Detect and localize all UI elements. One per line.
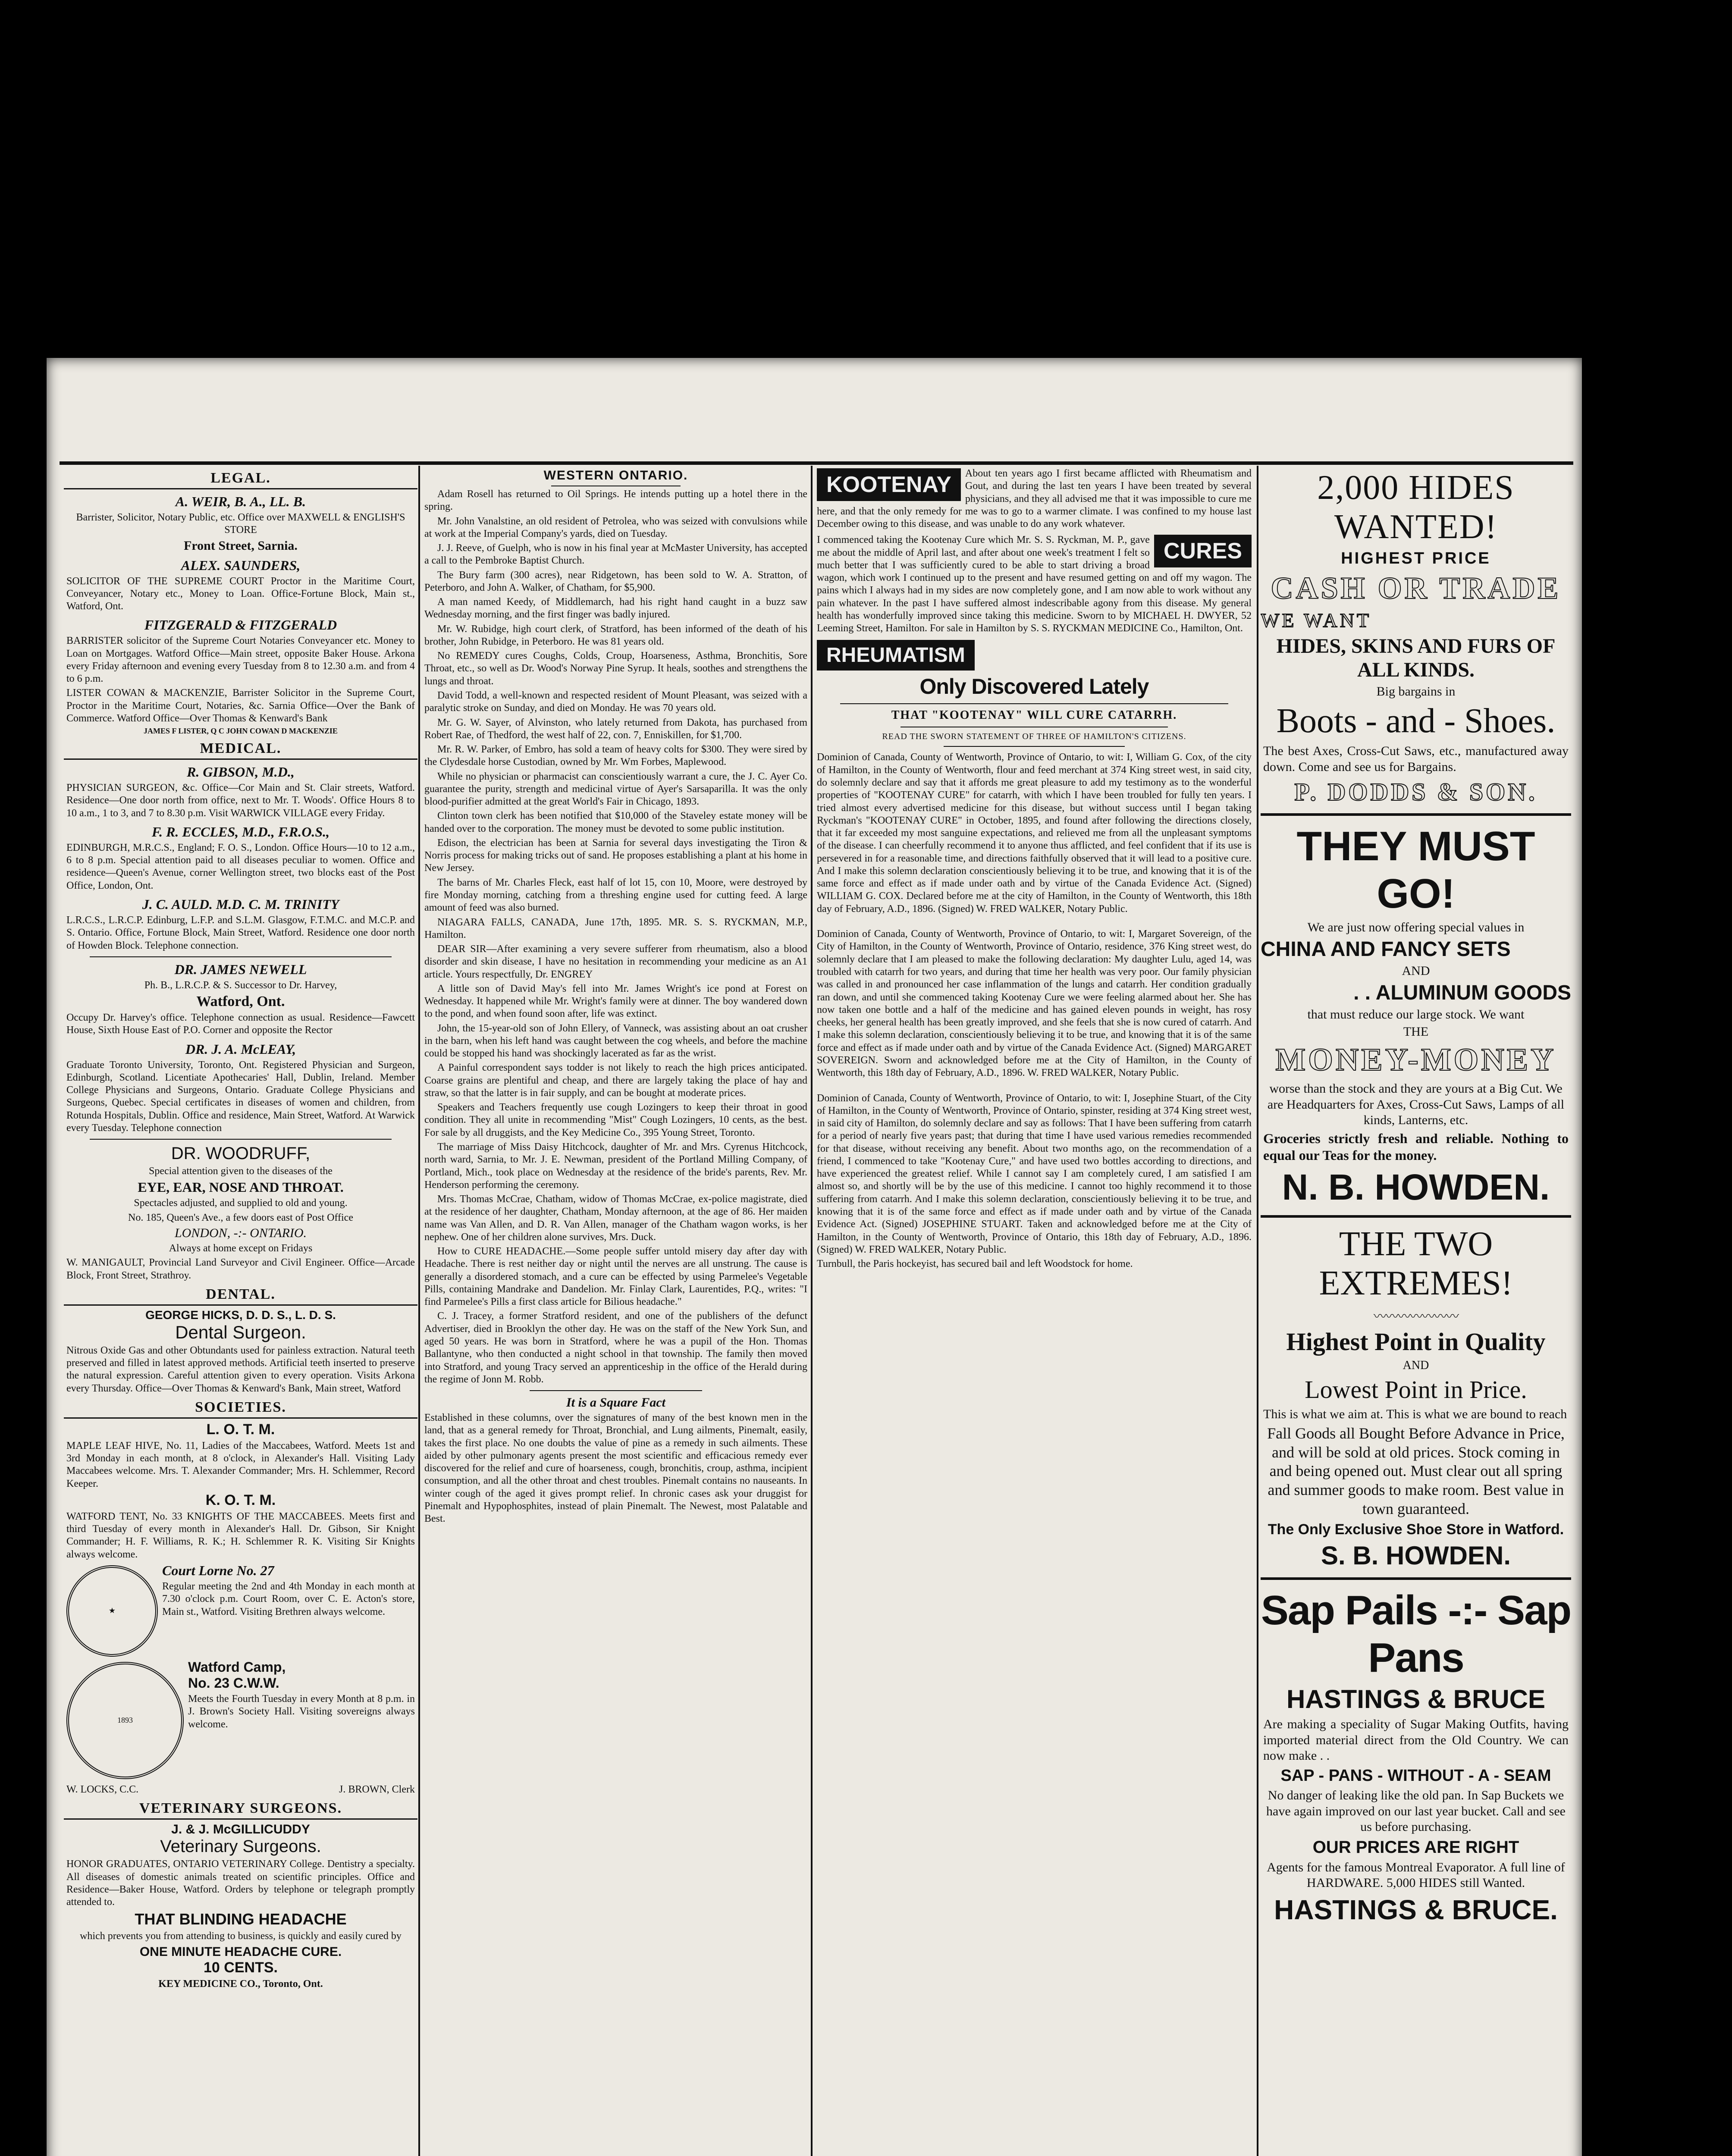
hides-wanted-heading: 2,000 HIDES WANTED!: [1317, 469, 1515, 546]
auld-name: J. C. AULD. M.D. C. M. TRINITY: [142, 896, 339, 912]
news-item: Mr. John Vanalstine, an old resident of Petrolea, who was seized with convulsions while at work at the Imperial Company's yards, died on Tuesday.: [424, 515, 807, 539]
news-item: DEAR SIR—After examining a very severe sufferer from rheumatism, also a blood disorder and skin disease, I have no hesitation in recommending your medicine as an A1 article. Yours respectfully, Dr. ENGREY: [424, 943, 807, 980]
woodruff-name: DR. WOODRUFF,: [171, 1144, 311, 1163]
vet-text: HONOR GRADUATES, ONTARIO VETERINARY College. Dentistry a specialty. All diseases of domestic animals treated on scientific principles. Office and Residence—Baker House, Watford. Orders by telephone or telegraph promptly attended to.: [66, 1858, 415, 1908]
woodruff-line2: EYE, EAR, NOSE AND THROAT.: [138, 1179, 344, 1195]
news-item: Edison, the electrician has been at Sarnia for several days investigating the Tiron & Norris process for making tricks out of sand. He proposes establishing a plant at his home in New Jersey.: [424, 837, 807, 874]
news-item: How to CURE HEADACHE.—Some people suffer untold misery day after day with Headache. There is rest neither day or night until the nerves are all unstrung. The cause is generally a disordered stomach, and a cure can be effected by using Parmelee's Vegetable Pills, containing Mandrake and Dandelion. Mr. Finlay Clark, Laurentides, P.Q., writes: "I find Parmelee's Pills a first class article for Bilious headache.": [424, 1246, 807, 1308]
woodruff-line5: Always at home except on Fridays: [169, 1242, 313, 1254]
vet-title: Veterinary Surgeons.: [160, 1837, 321, 1856]
hides-skins-furs: HIDES, SKINS AND FURS OF ALL KINDS.: [1276, 635, 1556, 681]
column-kootenay: [814, 466, 1254, 2156]
sb-howden: S. B. HOWDEN.: [1321, 1541, 1511, 1570]
cash-or-trade: CASH OR TRADE: [1271, 571, 1561, 605]
and-text-2: AND: [1403, 1359, 1429, 1373]
highest-price: HIGHEST PRICE: [1341, 549, 1491, 567]
square-fact-text: Established in these columns, over the signatures of many of the best known men in the land, that as a general remedy for Throat, Bronchial, and Lung ailments, Pinemalt, easily, takes the first place. No one doubts the value of pine as a remedy in such ailments. These aided by other pulmonary agents present the most scientific and efficacious remedy ever discovered for the relief and cure of hoarseness, cough, bronchitis, croup, asthma, incipient consumption, and all the other throat and chest troubles. Pinemalt contains no nauseants. In winter cough of the aged it gives prompt relief. In chronic cases ask your druggist for Pinemalt and Hypophosphites, instead of plain Pinemalt. The Newest, most Palatable and Best.: [424, 1412, 807, 1525]
top-rule: [60, 461, 1573, 465]
camp-sign-commander: W. LOCKS, C.C.: [66, 1783, 139, 1795]
dodds-and-son: P. DODDS & SON.: [1294, 778, 1537, 806]
dental-heading: DENTAL.: [64, 1285, 417, 1306]
news-item: C. J. Tracey, a former Stratford resident, and one of the publishers of the defunct Advertiser, died in Brooklyn the other day. He was on the staff of the New York Sun, and aged 50 years. He was born in Stratford, where he was a pupil of the Hon. Thomas Ballantyne, who then conducted a night school in that township. The family then moved into Stratford, and young Tracy served an apprenticeship in the office of the Herald during the regime of Jonn M. Robb.: [424, 1310, 807, 1385]
news-item: Mr. R. W. Parker, of Embro, has sold a team of heavy colts for $300. They were sired by the Clydesdale horse Custodian, owned by Mr. Wm Forbes, Maplewood.: [424, 744, 807, 768]
money-money: MONEY-MONEY: [1275, 1042, 1556, 1078]
column-rule-1: [418, 466, 420, 2156]
sap-pans-line: SAP - PANS - WITHOUT - A - SEAM: [1280, 1766, 1551, 1785]
column-rule-3: [1257, 466, 1258, 2156]
newell-sub: Ph. B., L.R.C.P. & S. Successor to Dr. Harvey,: [144, 979, 337, 991]
aluminum-goods: . . ALUMINUM GOODS: [1353, 981, 1571, 1005]
news-item: Clinton town clerk has been notified that $10,000 of the Staveley estate money will be handed over to the corporation. The money must be devoted to some public institution.: [424, 810, 807, 834]
film-border-top: [0, 0, 1732, 328]
camp-text: Meets the Fourth Tuesday in every Month at 8 p.m. in J. Brown's Society Hall. Visiting sovereigns always welcome.: [188, 1693, 415, 1730]
nb-howden: N. B. HOWDEN.: [1282, 1167, 1550, 1208]
news-item: John, the 15-year-old son of John Ellery, of Vanneck, was assisting about an oat crusher in the barn, when his left hand was caught between the cog wheels, and before the machine could be stopped his hand was shockingly lacerated as far as the wrist.: [424, 1022, 807, 1059]
column-rule-2: [811, 466, 813, 2156]
news-item: NIAGARA FALLS, CANADA, June 17th, 1895. MR. S. S. RYCKMAN, M.P., Hamilton.: [424, 916, 807, 940]
worse-text: worse than the stock and they are yours at a Big Cut. We are Headquarters for Axes, Cross-Cut Saws, Lamps of all kinds, Lanterns, etc.: [1267, 1081, 1565, 1128]
kotm-heading: K. O. T. M.: [205, 1492, 276, 1508]
newspaper-page: [47, 358, 1582, 2156]
societies-heading: SOCIETIES.: [64, 1398, 417, 1419]
kootenay-logo: KOOTENAY: [817, 468, 961, 501]
column-advertisements: [1261, 466, 1571, 2156]
sworn-statements: Dominion of Canada, County of Wentworth, Province of Ontario, to wit: I, William G. Cox, of the city of Hamilton, in the County of Wentworth, flour and feed merchant at 374 King street west, in said city, do solemnly declare and say that it affords me great pleasure to add my testimony as to the wonderful properties of "KOOTENAY CURE" for catarrh, with which I have been troubled for fully ten years. I tried almost every advertised medicine for this disease, but without success until I began taking Ryckman's "KOOTENAY CURE" in October, 1895, and found after following the directions closely, that it far exceeded my most sanguine expectations, and relieved me from all the unpleasant symptoms of the disease. I can cheerfully recommend it to anyone thus afflicted, and feel confident that if its use is persevered in for a reasonable time, and directions faithfully observed that it will lead to a positive cure. And I make this solemn declaration conscientiously believing it to be true, and knowing that it is of the same force and effect as if made under oath and by virtue of the Canada Evidence Act. (Signed) WILLIAM G. COX. Declared before me at the city of Hamilton, in the County of Wentworth, this 18th day of February, A.D., 1896. (Signed) W. FRED WALKER, Notary Public. Dominion of Canada, County of Wentworth, Province of Ontario, to wit: I, Margaret Sovereign, of the City of Hamilton, in the County of Wentworth, Province of Ontario, residence, 376 King street west, do solemnly declare that I am pleased to make the following declaration: My daughter Lulu, aged 14, was troubled with catarrh for two years, and during that time her health was very poor. Our family physician was called in and pronounced her case inflammation of the lungs and catarrh. Her condition gradually ran down, and until she commenced taking Kootenay Cure we were feeling alarmed about her. She has now taken one bottle and a half of the medicine and has gained eleven pounds in weight, has rosy cheeks, her general health has been greatly improved, and she feels that she is now cured of catarrh. And I make this solemn declaration, conscientiously believing it to be true, and knowing that it is of the same force and effect as if made under oath and by virtue of the Canada Evidence Act. (Signed) MARGARET SOVEREIGN. Sworn and acknowledged before me at the City of Hamilton, in the County of Wentworth, this 18th day of February, A.D., 1896. W. FRED WALKER, Notary Public. Dominion of Canada, County of Wentworth, Province of Ontario, to wit: I, Josephine Stuart, of the City of Hamilton, in the County of Wentworth, Province of Ontario, spinster, residing at 374 King street west, in said city of Hamilton, do solemnly declare and say as follows: That I have been suffering from catarrh for a period of nearly five years past; that during that time I have used various remedies recommended for that disease, without receiving any benefit. About two months ago, on the recommendation of a friend, I commenced to take "Kootenay Cure," and have used two bottles according to directions, and have experienced the greatest relief. While I cannot say I am completely cured, I am satisfied I am almost so, and shortly will be by the use of this medicine. I cannot too highly recommend it to those suffering from catarrh. And I make this solemn declaration, conscientiously believing it to be true, and knowing that it is of the same force and effect as if made under oath and by virtue of the Canada Evidence Act. (Signed) JOSEPHINE STUART. Taken and acknowledged before me at the City of Hamilton, in the County of Wentworth, Province of Ontario, this 18th day of February, A.D., 1896. (Signed) W. FRED WALKER, Notary Public.: [817, 752, 1252, 1255]
kootenay-testimony: I commenced taking the Kootenay Cure which Mr. S. S. Ryckman, M. P., gave me about the middle of April last, and after about one week's treatment I felt so much better that I was sufficiently cured to be able to start driving a broad wagon, which work I continued up to the present and have resumed getting on and off my wagon. The pains which I always had in my sides are now completely gone, and I am now able to work without any pain whatever. In the past I have suffered almost indescribable agony from this disease. My general health has wonderfully improved since taking this medicine. Sworn to by MICHAEL H. DWYER, 52 Leeming Street, Hamilton. For sale in Hamilton by S. S. RYCKMAN MEDICINE Co., Hamilton, Ont.: [817, 534, 1252, 634]
kotm-text: WATFORD TENT, No. 33 KNIGHTS OF THE MACCABEES. Meets first and third Tuesday of every month in Alexander's Hall. Dr. Gibson, Sir Knight Commander; H. F. Williams, R. K.; H. Schlemmer R. K. Visiting Sir Knights always welcome.: [66, 1510, 415, 1560]
mcleay-name: DR. J. A. McLEAY,: [185, 1041, 296, 1057]
turnbull-note: Turnbull, the Paris hockeyist, has secured bail and left Woodstock for home.: [817, 1258, 1133, 1270]
news-item: No REMEDY cures Coughs, Colds, Croup, Hoarseness, Asthma, Bronchitis, Sore Throat, etc., so well as Dr. Wood's Norway Pine Syrup. It heals, soothes and strengthens the lungs and throat.: [424, 650, 807, 687]
prices-right: OUR PRICES ARE RIGHT: [1312, 1837, 1519, 1857]
newell-name: DR. JAMES NEWELL: [174, 961, 307, 977]
rheumatism-logo: RHEUMATISM: [817, 640, 975, 671]
wave-divider-icon: 〰〰〰〰〰〰〰: [1374, 1310, 1458, 1324]
camp-name: Watford Camp,: [188, 1659, 286, 1675]
news-item: While no physician or pharmacist can conscientiously warrant a cure, the J. C. Ayer Co. guarantee the purity, strength and medicinal virtue of Ayer's Sarsaparilla. It was the only blood-purifier admitted at the great World's Fair in Chicago, 1893.: [424, 771, 807, 808]
we-want: WE WANT: [1261, 609, 1372, 631]
news-item: Adam Rosell has returned to Oil Springs. He intends putting up a hotel there in the spring.: [424, 489, 807, 513]
vet-name: J. & J. McGILLICUDDY: [171, 1822, 310, 1837]
news-item: Speakers and Teachers frequently use cough Lozingers to keep their throat in good condition. They all unite in recommending "Mist" Cough Lozingers, 10 cents, as the best. For sale by all druggists, and the Key Medicine Co., 395 Young Street, Toronto.: [424, 1102, 807, 1138]
weir-text: Barrister, Solicitor, Notary Public, etc. Office over MAXWELL & ENGLISH'S STORE: [76, 512, 405, 536]
woodruff-line1: Special attention given to the diseases of the: [149, 1166, 333, 1177]
cures-logo: CURES: [1154, 535, 1252, 567]
medical-heading: MEDICAL.: [64, 739, 417, 760]
news-item: The marriage of Miss Daisy Hitchcock, daughter of Mr. and Mrs. Cyrenus Hitchcock, north ward, Sarnia, to Mr. J. E. Newman, president of the Portland Milling Company, of Portland, Mich., took place on Wednesday at the residence of the bride's parents, Rev. Mr. Henderson performing the ceremony.: [424, 1141, 807, 1191]
newell-town: Watford, Ont.: [196, 993, 285, 1010]
column-directory: [64, 466, 417, 2156]
auld-text: L.R.C.S., L.R.C.P. Edinburg, L.F.P. and S.L.M. Glasgow, F.T.M.C. and M.C.P. and S. Ontario. Office, Fortune Block, Main Street, Watford. Residence one door north of Howden Block. Telephone connection.: [66, 915, 415, 951]
exclusive-shoe-store: The Only Exclusive Shoe Store in Watford.: [1268, 1521, 1564, 1538]
fitzgerald-text: BARRISTER solicitor of the Supreme Court Notaries Conveyancer etc. Money to Loan on Mortgages. Watford Office—Main street, opposite Baker House. Arkona every Friday afternoon and evening every Tuesday from 8 to 12.30 a.m. and from 4 to 6 p.m.: [66, 635, 415, 685]
fitzgerald-name: FITZGERALD & FITZGERALD: [144, 617, 337, 633]
court-name: Court Lorne No. 27: [162, 1562, 274, 1578]
groceries-text: Groceries strictly fresh and reliable. Nothing to equal our Teas for the money.: [1263, 1130, 1569, 1163]
only-discovered-heading: Only Discovered Lately: [919, 674, 1149, 699]
hicks-title: Dental Surgeon.: [175, 1322, 306, 1342]
news-item: A man named Keedy, of Middlemarch, had his right hand caught in a buzz saw Wednesday morning, and the first finger was badly injured.: [424, 596, 807, 620]
camp-number: No. 23 C.W.W.: [188, 1675, 279, 1691]
camp-sign-clerk: J. BROWN, Clerk: [339, 1783, 415, 1795]
newell-text: Occupy Dr. Harvey's office. Telephone connection as usual. Residence—Fawcett House, Sixth House East of P.O. Corner and opposite the Rector: [66, 1012, 415, 1036]
woodruff-line3: Spectacles adjusted, and supplied to old and young.: [134, 1197, 348, 1209]
weir-name: A. WEIR, B. A., LL. B.: [175, 494, 306, 509]
news-item: Mr. G. W. Sayer, of Alvinston, who lately returned from Dakota, has purchased from Robert Rae, of Thedford, the west half of 22, con. 7, Enniskillen, for $1,700.: [424, 717, 807, 741]
news-item: The Bury farm (300 acres), near Ridgetown, has been sold to W. A. Stratton, of Peterboro, and John A. Walker, of Chatham, for $5,900.: [424, 569, 807, 593]
weir-address: Front Street, Sarnia.: [184, 538, 298, 553]
woodruff-line4: No. 185, Queen's Ave., a few doors east of Post Office: [128, 1212, 353, 1223]
gibson-text: PHYSICIAN SURGEON, &c. Office—Cor Main and St. Clair streets, Watford. Residence—One door north from office, next to Mr. T. Woods'. Office Hours 8 to 10 a.m., 1 to 3, and 7 to 8.30 p.m. Visit WARWICK VILLAGE every Friday.: [66, 782, 415, 819]
news-item: The barns of Mr. Charles Fleck, east half of lot 15, con 10, Moore, were destroyed by fire Monday morning, catching from a threshing engine used for cutting feed. A large amount of feed was also burned.: [424, 877, 807, 914]
news-item: Mrs. Thomas McCrae, Chatham, widow of Thomas McCrae, ex-police magistrate, died at the residence of her daughter, Chatham, Monday afternoon, at the age of 86. Her maiden name was Van Allen, and D. R. Van Allen, manager of the Chatham wagon works, is her nephew. One of her children alone survives, Mrs. Duck.: [424, 1194, 807, 1243]
ltm-heading: L. O. T. M.: [206, 1421, 275, 1438]
they-must-go-heading: THEY MUST GO!: [1296, 823, 1535, 917]
hastings-bruce-top: HASTINGS & BRUCE: [1286, 1685, 1546, 1714]
hastings-bruce-bottom: HASTINGS & BRUCE.: [1274, 1894, 1558, 1925]
veterinary-heading: VETERINARY SURGEONS.: [64, 1799, 417, 1820]
legal-heading: LEGAL.: [64, 468, 417, 489]
kootenay-intro: About ten years ago I first became afflicted with Rheumatism and Gout, and during the last ten years I have been treated by several physicians, and they all advised me that it was impossible to cure me here, and that the only remedy for me was to go to a warmer climate. I was confined to my house last December owing to this disease, and was unable to do any work whatever.: [817, 468, 1252, 530]
two-extremes: THE TWO EXTREMES!: [1319, 1225, 1513, 1303]
western-ontario-heading: WESTERN ONTARIO.: [543, 468, 688, 483]
fall-goods-text: Fall Goods all Bought Before Advance in Price, and will be sold at old prices. Stock coming in and being opened out. Must clear out all spring and summer goods to make room. Best value in town guaranteed.: [1267, 1424, 1565, 1518]
news-item: J. J. Reeve, of Guelph, who is now in his final year at McMaster University, has accepted a call to the Pembroke Baptist Church.: [424, 542, 807, 567]
woodmen-seal-icon: 1893: [66, 1662, 184, 1779]
sap-pails-heading: Sap Pails -:- Sap Pans: [1261, 1587, 1571, 1681]
cowan-names: JAMES F LISTER, Q C JOHN COWAN D MACKENZIE: [144, 727, 338, 736]
court-text: Regular meeting the 2nd and 4th Monday in each month at 7.30 o'clock p.m. Court Room, over C. E. Acton's store, Main st., Watford. Visiting Brethren always welcome.: [162, 1580, 415, 1617]
making-text: Are making a speciality of Sugar Making Outfits, having imported material direct from the Old Country. We can now make . .: [1263, 1717, 1569, 1763]
woodruff-city: LONDON, -:- ONTARIO.: [174, 1225, 307, 1240]
square-fact-heading: It is a Square Fact: [566, 1395, 666, 1410]
cowan-text: LISTER COWAN & MACKENZIE, Barrister Solicitor in the Supreme Court, Proctor in the Maritime Court, Notaries, &c. Sarnia Office—Over the Bank of Commerce. Watford Office—Over Thomas & Kenward's Bank: [66, 687, 415, 724]
highest-point: Highest Point in Quality: [1286, 1328, 1546, 1356]
boots-and-shoes: Boots - and - Shoes.: [1276, 702, 1556, 740]
news-item: A little son of David May's fell into Mr. James Wright's ice pond at Forest on Wednesday. It happened while Mr. Wright's family were at dinner. The boy wandered down to the pond, and when found soon after, life was extinct.: [424, 983, 807, 1020]
ltm-text: MAPLE LEAF HIVE, No. 11, Ladies of the Maccabees, Watford. Meets 1st and 3rd Monday in each month, at 8 o'clock, in Alexander's Hall. Visiting Lady Maccabees welcome. Mrs. T. Alexander Commander; Mrs. H. Schlemmer, Record Keeper.: [66, 1440, 415, 1489]
hicks-name: GEORGE HICKS, D. D. S., L. D. S.: [145, 1308, 336, 1322]
reduce-text: that must reduce our large stock. We want: [1307, 1007, 1525, 1022]
axes-text: The best Axes, Cross-Cut Saws, etc., manufactured away down. Come and see us for Bargains.: [1263, 744, 1569, 774]
news-item: Mr. W. Rubidge, high court clerk, of Stratford, has been informed of the death of his brother, John Rubidge, in Peterboro. He was 81 years old.: [424, 623, 807, 647]
news-item: David Todd, a well-known and respected resident of Mount Pleasant, was seized with a paralytic stroke on Sunday, and died on Monday. He was 70 years old.: [424, 689, 807, 714]
mcleay-text: Graduate Toronto University, Toronto, Ont. Registered Physician and Surgeon, Edinburgh, Scotland. Licentiate Apothecaries' Hall, Dublin, Ireland. Member College Physicians and Surgeons, Ontario. Graduate College Physicians and Surgeons, Quebec. Special certificates in diseases of women and children, from Rotunda Hospitals, Dublin. Office and residence, Main Street, Watford. At Warwick every Tuesday. Telephone connection: [66, 1059, 415, 1134]
no-danger-text: No danger of leaking like the old pan. In Sap Buckets we have again improved on our last year bucket. Call and see us before purchasing.: [1266, 1788, 1566, 1834]
headache-price: 10 CENTS.: [204, 1959, 278, 1976]
china-sets: CHINA AND FANCY SETS: [1261, 938, 1511, 961]
eccles-name: F. R. ECCLES, M.D., F.R.O.S.,: [151, 824, 330, 840]
aim-text: This is what we aim at. This is what we are bound to reach: [1263, 1407, 1567, 1422]
hicks-text: Nitrous Oxide Gas and other Obtundants used for painless extraction. Natural teeth preserved and filled in latest approved methods. Artificial teeth inserted to preserve the natural expression. Careful attention given to every operation. Visits Arkona every Thursday. Office—Over Thomas & Kenward's Bank, Main street, Watford: [66, 1344, 415, 1394]
eccles-text: EDINBURGH, M.R.C.S., England; F. O. S., London. Office Hours—10 to 12 a.m., 6 to 8 p.m. Special attention paid to all diseases peculiar to women. Office and residence—Queen's Avenue, corner Wellington street, two blocks east of the Post Office, London, Ont.: [66, 842, 415, 891]
saunders-text: SOLICITOR OF THE SUPREME COURT Proctor in the Maritime Court, Conveyancer, Notary etc., Money to Loan. Office-Fortune Block, Main st., Watford, Ont.: [66, 575, 415, 612]
sworn-statement-heading: READ THE SWORN STATEMENT OF THREE OF HAMILTON'S CITIZENS.: [882, 732, 1186, 742]
headache-maker: KEY MEDICINE CO., Toronto, Ont.: [158, 1978, 323, 1990]
agents-text: Agents for the famous Montreal Evaporator. A full line of HARDWARE. 5,000 HIDES still Wanted.: [1267, 1860, 1565, 1890]
lowest-point: Lowest Point in Price.: [1305, 1376, 1527, 1404]
column-western-ontario: [422, 466, 810, 2156]
manigault-text: W. MANIGAULT, Provincial Land Surveyor and Civil Engineer. Office—Arcade Block, Front Street, Strathroy.: [66, 1257, 415, 1281]
and-text: AND: [1402, 964, 1430, 978]
headache-heading: THAT BLINDING HEADACHE: [135, 1910, 347, 1928]
gibson-name: R. GIBSON, M.D.,: [187, 764, 295, 780]
headache-cure: ONE MINUTE HEADACHE CURE.: [139, 1944, 342, 1959]
offering-text: We are just now offering special values in: [1307, 920, 1525, 935]
the-text: THE: [1403, 1025, 1429, 1039]
news-item: A Painful correspondent says todder is not likely to reach the high prices anticipated. Coarse grains are plentiful and cheap, and there are largely taking the place of hay and straw, so that the latter is in fair supply, and can be bought at moderate prices.: [424, 1062, 807, 1099]
foresters-seal-icon: ★: [66, 1565, 158, 1657]
catarrh-heading: THAT "KOOTENAY" WILL CURE CATARRH.: [891, 708, 1177, 722]
saunders-name: ALEX. SAUNDERS,: [181, 557, 301, 573]
headache-text: which prevents you from attending to business, is quickly and easily cured by: [80, 1930, 402, 1942]
big-bargains: Big bargains in: [1376, 684, 1456, 699]
